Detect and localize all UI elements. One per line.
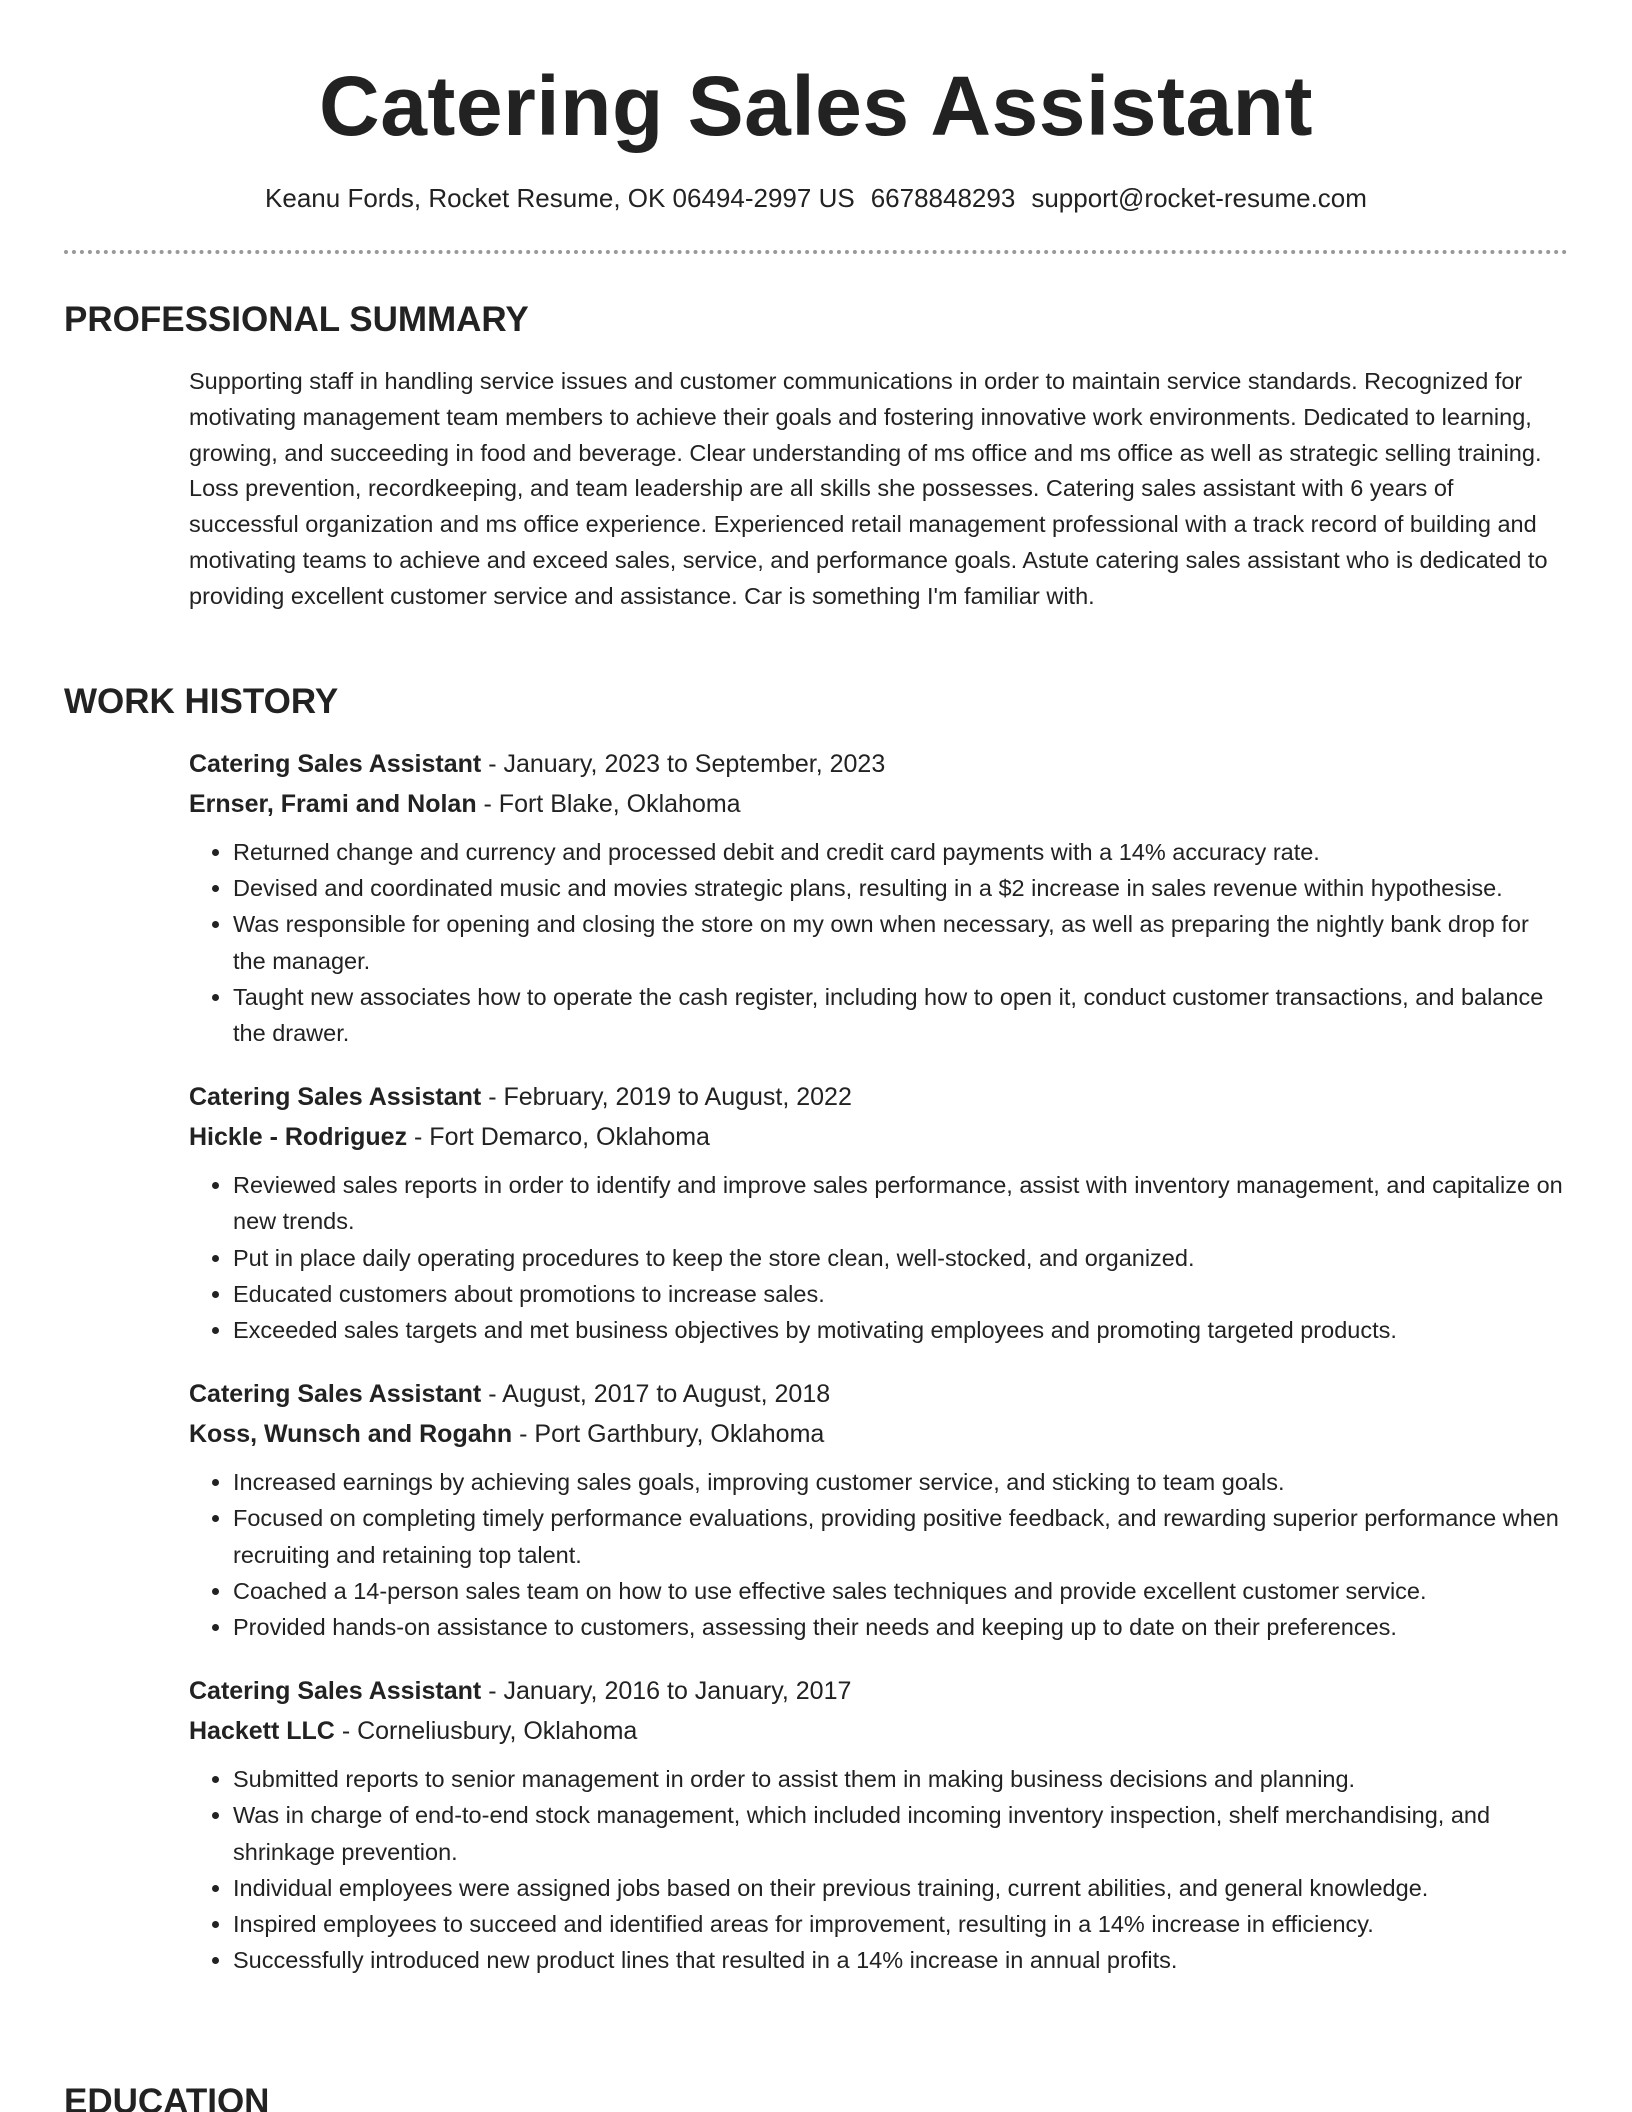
contact-email: support@rocket-resume.com xyxy=(1031,183,1367,213)
job-bullet: • Coached a 14-person sales team on how to use effective sales techniques and provide excellent customer service. xyxy=(233,1573,1568,1609)
work-history-section xyxy=(189,744,1568,2004)
job-location: - Port Garthbury, Oklahoma xyxy=(512,1420,825,1449)
job-dates: - August, 2017 to August, 2018 xyxy=(481,1380,831,1409)
job-dates: - February, 2019 to August, 2022 xyxy=(481,1083,852,1112)
job-bullet: • Individual employees were assigned jobs based on their previous training, current abilities, and general knowledge. xyxy=(233,1870,1568,1906)
job-location: - Fort Demarco, Oklahoma xyxy=(407,1123,710,1152)
job-location: - Fort Blake, Oklahoma xyxy=(476,790,741,818)
job-bullet: • Was responsible for opening and closing the store on my own when necessary, as well as preparing the nightly bank drop for the manager. xyxy=(233,906,1568,978)
summary-section xyxy=(189,364,1568,615)
summary-text: Supporting staff in handling service issues and customer communications in order to maintain service standards. Recognized for motivating management team members to achieve their goals and fostering innovative work environments. Dedicated to learning, growing, and succeeding in food and beverage. Clear understanding of ms office and ms office as well as strategic selling training. Loss prevention, recordkeeping, and team leadership are all skills she possesses. Catering sales assistant with 6 years of successful organization and ms office experience. Experienced retail management professional with a track record of building and motivating teams to achieve and exceed sales, service, and performance goals. Astute catering sales assistant who is dedicated to providing excellent customer service and assistance. Car is something I'm familiar with. xyxy=(189,368,1548,609)
education-heading: EDUCATION xyxy=(64,2082,270,2112)
job-bullet: • Reviewed sales reports in order to identify and improve sales performance, assist with inventory management, and capitalize on new trends. xyxy=(233,1167,1568,1239)
job-role-line xyxy=(189,1374,1568,1414)
job-entry xyxy=(189,1374,1568,1645)
contact-phone: 6678848293 xyxy=(870,183,1016,213)
job-role-line xyxy=(189,1671,1568,1711)
job-bullet: • Successfully introduced new product lines that resulted in a 14% increase in annual profits. xyxy=(233,1942,1568,1978)
job-entry xyxy=(189,744,1568,1051)
job-bullet: • Provided hands-on assistance to customers, assessing their needs and keeping up to date on their preferences. xyxy=(233,1609,1568,1645)
job-company-line xyxy=(189,1117,1568,1157)
job-dates: - January, 2023 to September, 2023 xyxy=(481,750,886,778)
job-role-line xyxy=(189,744,1568,784)
job-entry xyxy=(189,1077,1568,1348)
job-bullet: • Exceeded sales targets and met business objectives by motivating employees and promoting targeted products. xyxy=(233,1312,1568,1348)
job-company: Ernser, Frami and Nolan xyxy=(189,790,477,818)
job-role-line xyxy=(189,1077,1568,1117)
job-bullet: • Inspired employees to succeed and identified areas for improvement, resulting in a 14% increase in efficiency. xyxy=(233,1906,1568,1942)
job-role: Catering Sales Assistant xyxy=(189,1380,482,1409)
job-role: Catering Sales Assistant xyxy=(189,1083,482,1112)
job-bullet: • Focused on completing timely performance evaluations, providing positive feedback, and rewarding superior performance when recruiting and retaining top talent. xyxy=(233,1500,1568,1572)
job-bullet: • Was in charge of end-to-end stock management, which included incoming inventory inspection, shelf merchandising, and shrinkage prevention. xyxy=(233,1797,1568,1869)
job-location: - Corneliusbury, Oklahoma xyxy=(334,1717,638,1746)
job-bullets xyxy=(189,1761,1568,1978)
job-bullet: • Put in place daily operating procedures to keep the store clean, well-stocked, and organized. xyxy=(233,1240,1568,1276)
contact-address: Keanu Fords, Rocket Resume, OK 06494-2997 US xyxy=(265,183,855,213)
job-bullets xyxy=(189,1464,1568,1645)
job-bullets xyxy=(189,1167,1568,1348)
job-company: Hackett LLC xyxy=(189,1717,335,1746)
job-company: Koss, Wunsch and Rogahn xyxy=(189,1420,513,1449)
job-dates: - January, 2016 to January, 2017 xyxy=(481,1677,852,1706)
job-company-line xyxy=(189,1414,1568,1454)
job-company: Hickle - Rodriguez xyxy=(189,1123,408,1152)
job-bullets xyxy=(189,834,1568,1051)
summary-heading: PROFESSIONAL SUMMARY xyxy=(64,300,529,339)
job-bullet: • Returned change and currency and processed debit and credit card payments with a 14% accuracy rate. xyxy=(233,834,1568,870)
work-history-heading: WORK HISTORY xyxy=(64,682,339,721)
job-bullet: • Taught new associates how to operate the cash register, including how to open it, conduct customer transactions, and balance the drawer. xyxy=(233,979,1568,1051)
job-bullet: • Devised and coordinated music and movies strategic plans, resulting in a $2 increase in sales revenue within hypothesise. xyxy=(233,870,1568,906)
header-divider xyxy=(64,250,1568,254)
job-role: Catering Sales Assistant xyxy=(189,750,482,778)
job-bullet: • Increased earnings by achieving sales goals, improving customer service, and sticking to team goals. xyxy=(233,1464,1568,1500)
resume-title: Catering Sales Assistant xyxy=(319,59,1313,153)
job-bullet: • Submitted reports to senior management in order to assist them in making business decisions and planning. xyxy=(233,1761,1568,1797)
contact-line xyxy=(0,180,1632,216)
job-bullet: • Educated customers about promotions to increase sales. xyxy=(233,1276,1568,1312)
job-role: Catering Sales Assistant xyxy=(189,1677,482,1706)
job-entry xyxy=(189,1671,1568,1978)
job-company-line xyxy=(189,1711,1568,1751)
job-company-line xyxy=(189,784,1568,824)
